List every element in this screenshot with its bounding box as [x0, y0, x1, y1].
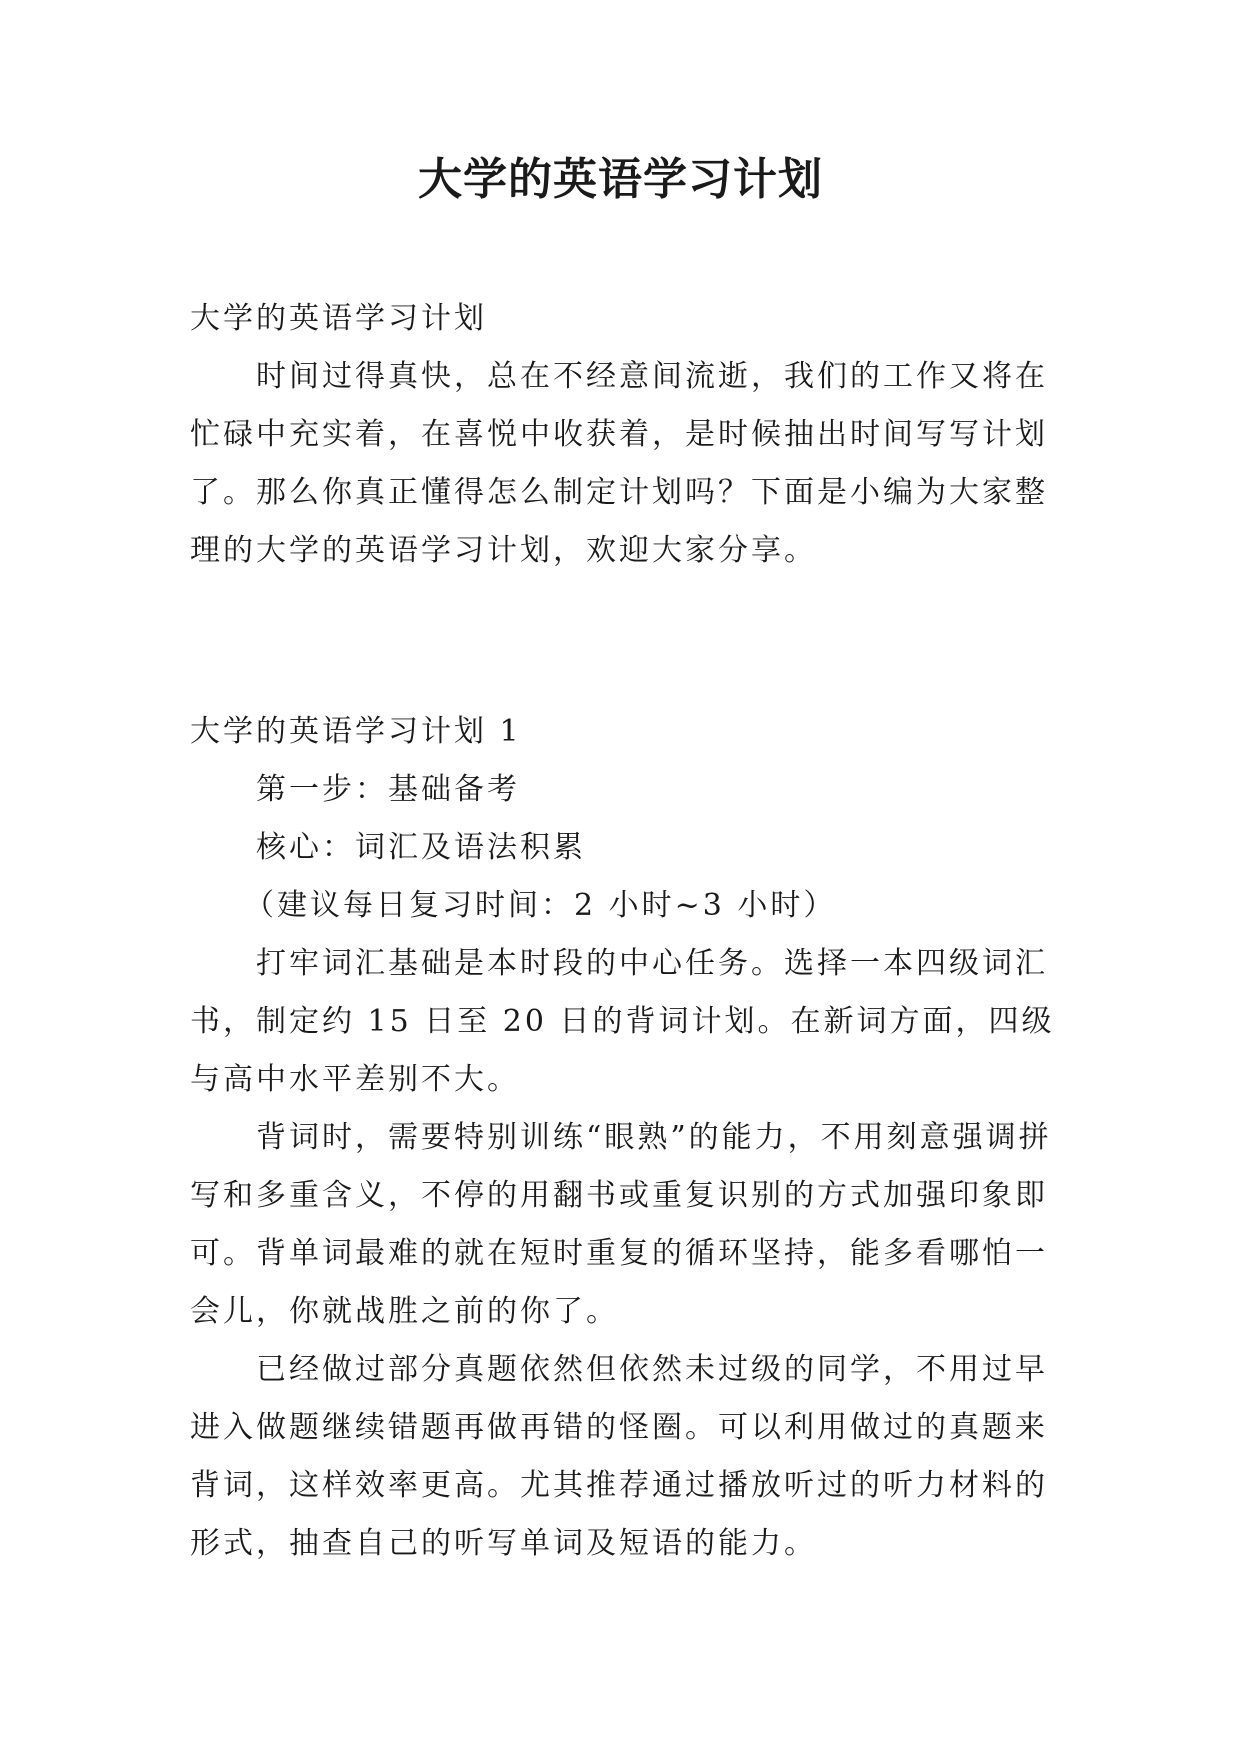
plan1-section	[190, 703, 1060, 1573]
intro-heading: 大学的英语学习计划	[190, 301, 487, 336]
plan1-paragraph: 已经做过部分真题依然但依然未过级的同学，不用过早进入做题继续错题再做再错的怪圈。可以利用做过的真题来背词，这样效率更高。尤其推荐通过播放听过的听力材料的形式，抽查自己的听写单词及短语的能力。	[190, 1352, 1048, 1561]
intro-section	[190, 290, 1060, 580]
plan1-core: 核心：词汇及语法积累	[256, 830, 586, 865]
document-title: 大学的英语学习计划	[418, 154, 823, 205]
plan1-step: 第一步：基础备考	[256, 772, 520, 807]
plan1-heading: 大学的英语学习计划 1	[190, 714, 522, 749]
plan1-paragraph: 打牢词汇基础是本时段的中心任务。选择一本四级词汇书，制定约 15 日至 20 日的背词计划。在新词方面，四级与高中水平差别不大。	[190, 946, 1055, 1097]
plan1-paragraph: 背词时，需要特别训练“眼熟”的能力，不用刻意强调拼写和多重含义，不停的用翻书或重复识别的方式加强印象即可。背单词最难的就在短时重复的循环坚持，能多看哪怕一会儿，你就战胜之前的你了。	[190, 1120, 1052, 1329]
intro-paragraph: 时间过得真快，总在不经意间流逝，我们的工作又将在忙碌中充实着，在喜悦中收获着，是时候抽出时间写写计划了。那么你真正懂得怎么制定计划吗？下面是小编为大家整理的大学的英语学习计划，欢迎大家分享。	[190, 359, 1048, 568]
plan1-time: （建议每日复习时间：2 小时~3 小时）	[244, 888, 837, 923]
